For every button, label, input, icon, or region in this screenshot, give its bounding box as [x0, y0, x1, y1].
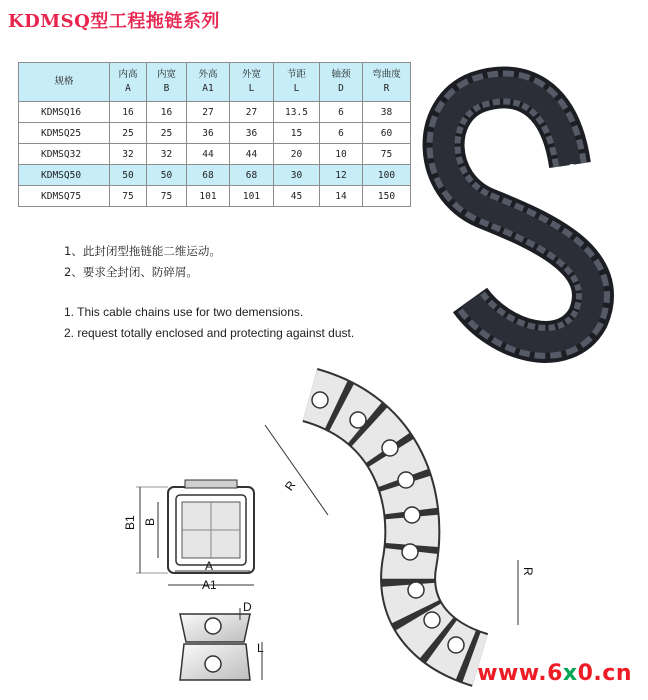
bending-chain-diagram: [265, 392, 535, 660]
table-cell: 12: [320, 165, 363, 186]
dim-label-b: B: [143, 517, 157, 526]
dim-label-b1: B1: [123, 515, 137, 530]
table-cell: 16: [147, 102, 187, 123]
table-cell: 38: [363, 102, 411, 123]
table-cell: KDMSQ50: [19, 165, 110, 186]
table-cell: 44: [187, 144, 230, 165]
table-cell: 60: [363, 123, 411, 144]
side-view-diagram: [180, 600, 264, 680]
table-cell: KDMSQ25: [19, 123, 110, 144]
note-line: 1. This cable chains use for two demensions.: [64, 305, 304, 319]
table-cell: 101: [187, 186, 230, 207]
note-line: 2. request totally enclosed and protecting against dust.: [64, 326, 355, 340]
table-cell: 36: [187, 123, 230, 144]
table-cell: 50: [110, 165, 147, 186]
table-cell: 68: [230, 165, 274, 186]
table-cell: 14: [320, 186, 363, 207]
table-cell: 27: [230, 102, 274, 123]
table-cell: 32: [147, 144, 187, 165]
table-cell: 30: [274, 165, 320, 186]
table-cell: 10: [320, 144, 363, 165]
table-cell: 13.5: [274, 102, 320, 123]
note-line: 1、此封闭型拖链能二维运动。: [64, 244, 221, 258]
dim-label-a1: A1: [202, 578, 217, 592]
table-cell: 75: [147, 186, 187, 207]
table-cell: KDMSQ32: [19, 144, 110, 165]
table-cell: 6: [320, 102, 363, 123]
table-cell: 75: [110, 186, 147, 207]
table-cell: 44: [230, 144, 274, 165]
table-cell: 50: [147, 165, 187, 186]
table-header-cell: 外宽 L: [230, 63, 274, 102]
table-header-cell: 节距 L: [274, 63, 320, 102]
dim-label-r-right: R: [521, 567, 535, 576]
table-header-cell: 外高 A1: [187, 63, 230, 102]
table-cell: 20: [274, 144, 320, 165]
s-chain-photo: [444, 87, 593, 341]
table-cell: 32: [110, 144, 147, 165]
table-cell: 6: [320, 123, 363, 144]
table-cell: 100: [363, 165, 411, 186]
table-cell: 25: [147, 123, 187, 144]
table-cell: 25: [110, 123, 147, 144]
table-cell: KDMSQ16: [19, 102, 110, 123]
table-cell: 75: [363, 144, 411, 165]
dim-label-a: A: [205, 559, 214, 573]
table-header-cell: 轴颈 D: [320, 63, 363, 102]
table-cell: KDMSQ75: [19, 186, 110, 207]
table-cell: 101: [230, 186, 274, 207]
dim-label-d: D: [243, 600, 252, 614]
table-cell: 68: [187, 165, 230, 186]
table-header-cell: 弯曲度 R: [363, 63, 411, 102]
table-header-cell: 规格: [19, 63, 110, 102]
table-cell: 15: [274, 123, 320, 144]
dim-label-r-top: R: [281, 478, 299, 494]
table-cell: 36: [230, 123, 274, 144]
table-cell: 150: [363, 186, 411, 207]
site-watermark: www.6x0.cn: [477, 661, 632, 686]
table-header-cell: 内宽 B: [147, 63, 187, 102]
table-header-cell: 内高 A: [110, 63, 147, 102]
cross-section-diagram: [123, 480, 254, 592]
table-cell: 27: [187, 102, 230, 123]
table-cell: 45: [274, 186, 320, 207]
dim-label-l: L: [257, 641, 264, 655]
note-line: 2、要求全封闭、防碎屑。: [64, 265, 198, 279]
page-title: KDMSQ型工程拖链系列: [8, 11, 220, 32]
table-cell: 16: [110, 102, 147, 123]
